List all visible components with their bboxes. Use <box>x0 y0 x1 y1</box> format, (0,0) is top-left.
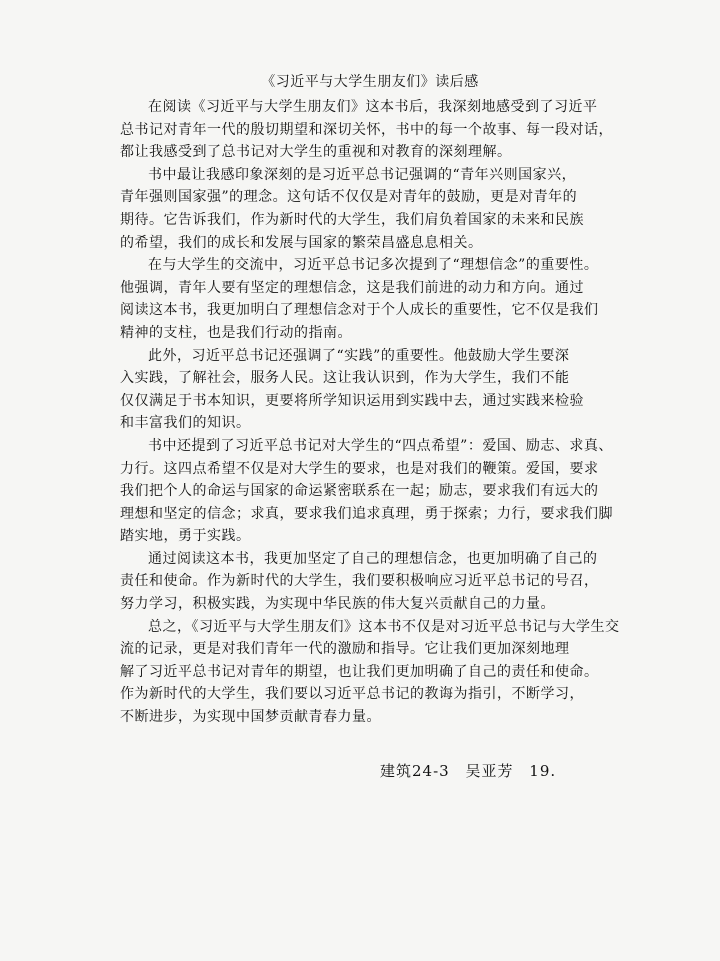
text-line: 理想和坚定的信念；求真，要求我们追求真理，勇于探索；力行，要求我们脚 <box>120 505 613 522</box>
text-line: 在与大学生的交流中，习近平总书记多次提到了“理想信念”的重要性。 <box>148 257 599 274</box>
text-line: 仅仅满足于书本知识，更要将所学知识运用到实践中去，通过实践来检验 <box>120 392 584 409</box>
essay-title: 《习近平与大学生朋友们》读后感 <box>261 74 479 90</box>
text-line: 在阅读《习近平与大学生朋友们》这本书后，我深刻地感受到了习近平 <box>148 99 598 115</box>
signature-name: 吴亚芳 <box>465 762 514 780</box>
text-line: 总书记对青年一代的殷切期望和深切关怀，书中的每一个故事、每一段对话， <box>120 121 613 138</box>
paragraph <box>120 435 620 548</box>
text-line: 阅读这本书，我更加明白了理想信念对于个人成长的重要性，它不仅是我们 <box>120 302 599 319</box>
text-line: 青年强则国家强”的理念。这句话不仅仅是对青年的鼓励，更是对青年的 <box>120 189 578 206</box>
text-line: 精神的支柱，也是我们行动的指南。 <box>120 324 352 341</box>
text-line: 期待。它告诉我们，作为新时代的大学生，我们肩负着国家的未来和民族 <box>120 211 584 228</box>
text-line: 的希望，我们的成长和发展与国家的繁荣昌盛息息相关。 <box>120 234 483 251</box>
paragraphs-container <box>120 96 620 729</box>
signature-class: 建筑24-3 <box>380 762 450 780</box>
text-line: 此外，习近平总书记还强调了“实践”的重要性。他鼓励大学生要深 <box>148 347 570 364</box>
paragraph <box>120 616 620 729</box>
paragraph <box>120 254 620 344</box>
text-line: 解了习近平总书记对青年的期望，也让我们更加明确了自己的责任和使命。 <box>120 663 599 680</box>
paragraph <box>120 548 620 616</box>
essay-body <box>120 72 620 729</box>
text-line: 责任和使命。作为新时代的大学生，我们要积极响应习近平总书记的号召， <box>120 573 599 590</box>
text-line: 通过阅读这本书，我更加坚定了自己的理想信念，也更加明确了自己的 <box>148 550 598 567</box>
signature-block <box>380 760 566 781</box>
paragraph <box>120 96 620 164</box>
text-line: 我们把个人的命运与国家的命运紧密联系在一起；励志，要求我们有远大的 <box>120 483 599 500</box>
paragraph <box>120 345 620 435</box>
text-line: 他强调，青年人要有坚定的理想信念，这是我们前进的动力和方向。通过 <box>120 279 584 296</box>
text-line: 力行。这四点希望不仅是对大学生的要求，也是对我们的鞭策。爱国，要求 <box>120 460 599 477</box>
signature-number: 19. <box>529 762 557 780</box>
text-line: 和丰富我们的知识。 <box>120 415 251 432</box>
text-line: 流的记录，更是对我们青年一代的激励和指导。它让我们更加深刻地理 <box>120 641 570 658</box>
paragraph <box>120 164 620 254</box>
text-line: 努力学习，积极实践，为实现中华民族的伟大复兴贡献自己的力量。 <box>120 596 555 613</box>
text-line: 书中还提到了习近平总书记对大学生的“四点希望”：爱国、励志、求真、 <box>148 437 613 454</box>
text-line: 作为新时代的大学生，我们要以习近平总书记的教诲为指引，不断学习， <box>120 686 584 703</box>
text-line: 踏实地，勇于实践。 <box>120 528 251 545</box>
text-line: 书中最让我感印象深刻的是习近平总书记强调的“青年兴则国家兴， <box>148 166 577 183</box>
text-line: 入实践，了解社会，服务人民。这让我认识到，作为大学生，我们不能 <box>120 370 570 387</box>
text-line: 都让我感受到了总书记对大学生的重视和对教育的深刻理解。 <box>120 144 512 161</box>
text-line: 总之，《习近平与大学生朋友们》这本书不仅是对习近平总书记与大学生交 <box>148 618 620 635</box>
text-line: 不断进步，为实现中国梦贡献青春力量。 <box>120 709 381 726</box>
